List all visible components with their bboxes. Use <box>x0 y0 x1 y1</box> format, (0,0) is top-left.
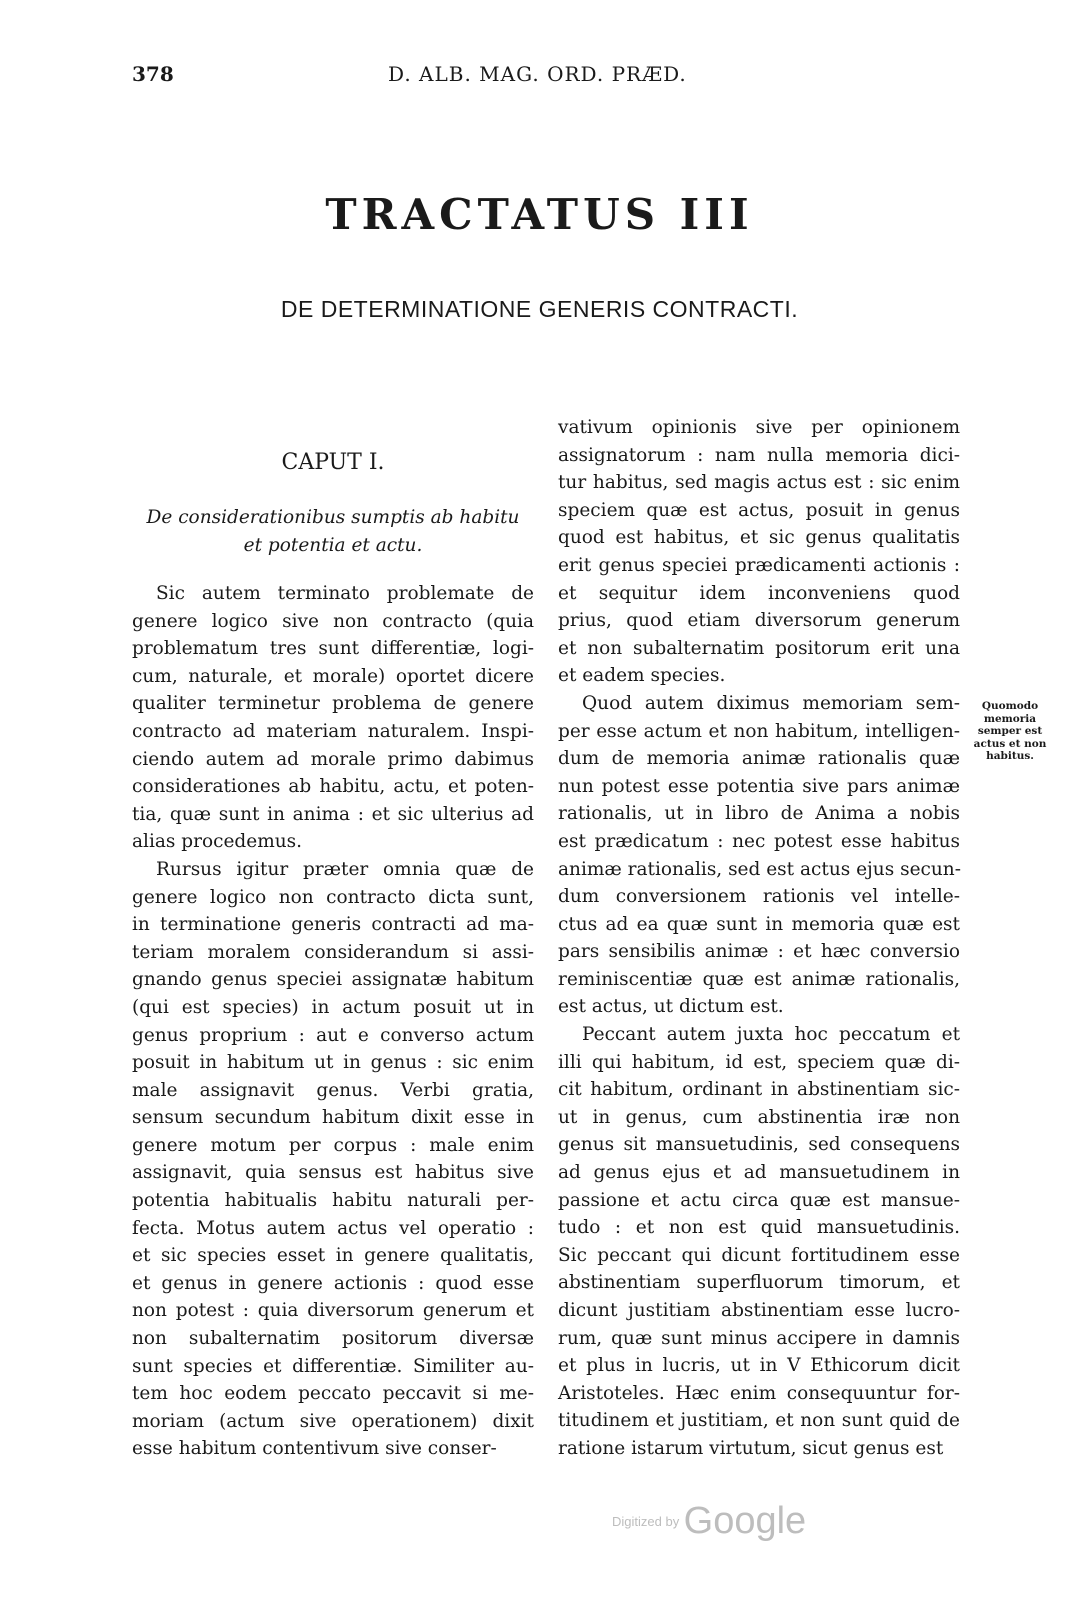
text-line: (qui est species) in actum posuit ut in <box>132 996 534 1018</box>
left-text-column <box>132 580 534 1463</box>
right-text-column <box>558 414 960 1463</box>
text-line: pars sensibilis animæ : et hæc conversio <box>558 941 960 963</box>
text-line: ad genus ejus et ad mansuetudinem in <box>558 1162 960 1184</box>
text-line: illi qui habitum, id est, speciem quæ di- <box>558 1051 960 1073</box>
marginal-note-line: actus et non <box>973 737 1047 750</box>
digitized-label: Digitized by <box>612 1514 680 1529</box>
marginal-note-line: Quomodo <box>981 700 1039 712</box>
text-line: per esse actum et non habitum, intelligen- <box>558 720 960 742</box>
text-line: passione et actu circa quæ est mansue- <box>558 1189 960 1211</box>
text-line: Quod autem diximus memoriam sem- <box>582 692 960 714</box>
text-line: sensum secundum habitum dixit esse in <box>132 1107 534 1129</box>
text-line: speciem quæ est actus, posuit in genus <box>558 499 960 521</box>
text-line: dum conversionem rationis vel intelle- <box>558 886 960 908</box>
text-line: Sic peccant qui dicunt fortitudinem esse <box>558 1244 960 1266</box>
text-line: cit habitum, ordinant in abstinentiam sic- <box>558 1079 960 1101</box>
text-line: et sequitur idem inconveniens quod <box>558 582 960 604</box>
text-line: male assignavit genus. Verbi gratia, <box>132 1079 534 1101</box>
text-line: Peccant autem juxta hoc peccatum et <box>582 1024 960 1046</box>
text-line: Rursus igitur præter omnia quæ de <box>156 858 534 880</box>
text-line: tudo : et non est quid mansuetudinis. <box>558 1217 960 1239</box>
text-line: fecta. Motus autem actus vel operatio : <box>132 1217 534 1239</box>
text-line: genere logico sive non contracto (quia <box>132 610 534 632</box>
text-line: genus sit mansuetudinis, sed consequens <box>558 1134 960 1156</box>
text-line: alias procedemus. <box>132 831 303 853</box>
text-line: est actus, ut dictum est. <box>558 996 784 1018</box>
text-line: sunt species et differentiæ. Similiter au- <box>132 1355 534 1377</box>
text-line: nun potest esse potentia sive pars animæ <box>558 775 960 797</box>
text-line: reminiscentiæ quæ est animæ rationalis, <box>558 968 960 990</box>
text-line: ciendo autem ad morale primo dabimus <box>132 748 534 770</box>
text-line: et genus in genere actionis : quod esse <box>132 1272 534 1294</box>
text-line: ctus ad ea quæ sunt in memoria quæ est <box>558 913 960 935</box>
text-line: in terminatione generis contracti ad ma- <box>132 914 534 936</box>
text-line: considerationes ab habitu, actu, et poten- <box>132 776 534 798</box>
text-line: tem hoc eodem peccato peccavit si me- <box>132 1383 534 1405</box>
chapter-subtitle <box>132 504 534 560</box>
text-line: non subalternatim positorum diversæ <box>132 1328 534 1350</box>
text-line: rum, quæ sunt minus accipere in damnis <box>558 1327 960 1349</box>
digitized-watermark <box>612 1500 852 1543</box>
text-line: est prædicatum : nec potest esse habitus <box>558 830 960 852</box>
text-line: moriam (actum sive operationem) dixit <box>132 1410 534 1432</box>
text-line: Sic autem terminato problemate de <box>156 583 534 604</box>
text-line: contracto ad materiam naturalem. Inspi- <box>132 720 534 742</box>
text-line: teriam moralem considerandum si assi- <box>132 941 534 963</box>
text-line: Aristoteles. Hæc enim consequuntur for- <box>558 1382 960 1404</box>
text-line: dicunt justitiam abstinentiam esse lucro- <box>558 1300 960 1321</box>
text-line: non potest : quia diversorum generum et <box>132 1300 534 1322</box>
section-title: TRACTATUS III <box>325 190 754 239</box>
text-line: esse habitum contentivum sive conser- <box>132 1438 497 1460</box>
text-line: genere motum per corpus : male enim <box>132 1134 534 1156</box>
text-line: vativum opinionis sive per opinionem <box>558 417 960 438</box>
text-line: genus proprium : aut e converso actum <box>132 1024 534 1046</box>
text-line: erit genus speciei prædicamenti actionis : <box>558 554 960 576</box>
text-line: animæ rationalis, sed est actus ejus secun- <box>558 858 961 880</box>
text-line: tia, quæ sunt in anima : et sic ulterius ad <box>132 803 534 825</box>
text-line: rationalis, ut in libro de Anima a nobis <box>558 803 960 825</box>
running-title: D. ALB. MAG. ORD. PRÆD. <box>388 62 687 86</box>
text-line: tur habitus, sed magis actus est : sic enim <box>558 472 960 494</box>
chapter-heading: CAPUT I. <box>281 450 385 475</box>
text-line: titudinem et justitiam, et non sunt quid de <box>558 1410 960 1432</box>
text-line: problematum tres sunt differentiæ, logi- <box>132 638 534 660</box>
text-line: gnando genus speciei assignatæ habitum <box>132 969 534 991</box>
text-line: ratione istarum virtutum, sicut genus est <box>558 1437 944 1459</box>
text-line: potentia habitualis habitu naturali per- <box>132 1190 534 1212</box>
text-line: et non subalternatim positorum erit una <box>558 637 960 659</box>
text-line: et sic species esset in genere qualitatis, <box>132 1245 534 1267</box>
text-line: assignavit, quia sensus est habitus sive <box>132 1162 534 1184</box>
text-line: quod est habitus, et sic genus qualitatis <box>558 527 960 549</box>
google-wordmark: Google <box>683 1500 807 1542</box>
section-subtitle: DE DETERMINATIONE GENERIS CONTRACTI. <box>280 296 799 322</box>
text-line: genere logico non contracto dicta sunt, <box>132 886 534 908</box>
text-line: abstinentiam superfluorum timorum, et <box>558 1272 960 1294</box>
marginal-note-line: memoria <box>983 712 1037 725</box>
chapter-subtitle-line: et potentia et actu. <box>243 535 423 556</box>
marginal-note <box>970 700 1050 763</box>
text-line: prius, quod etiam diversorum generum <box>558 610 960 632</box>
text-line: dum de memoria animæ rationalis quæ <box>558 748 960 770</box>
text-line: assignatorum : nam nulla memoria dici- <box>558 444 960 466</box>
marginal-note-line: semper est <box>977 725 1043 737</box>
marginal-note-line: habitus. <box>986 750 1034 762</box>
text-line: qualiter terminetur problema de genere <box>132 693 534 715</box>
text-line: cum, naturale, et morale) oportet dicere <box>132 665 534 687</box>
text-line: posuit in habitum ut in genus : sic enim <box>132 1052 534 1074</box>
text-line: et eadem species. <box>558 665 726 687</box>
text-line: ut in genus, cum abstinentia iræ non <box>558 1106 960 1128</box>
page-number: 378 <box>132 62 174 86</box>
text-line: et plus in lucris, ut in V Ethicorum dicit <box>558 1355 960 1377</box>
chapter-subtitle-line: De considerationibus sumptis ab habitu <box>146 507 520 528</box>
